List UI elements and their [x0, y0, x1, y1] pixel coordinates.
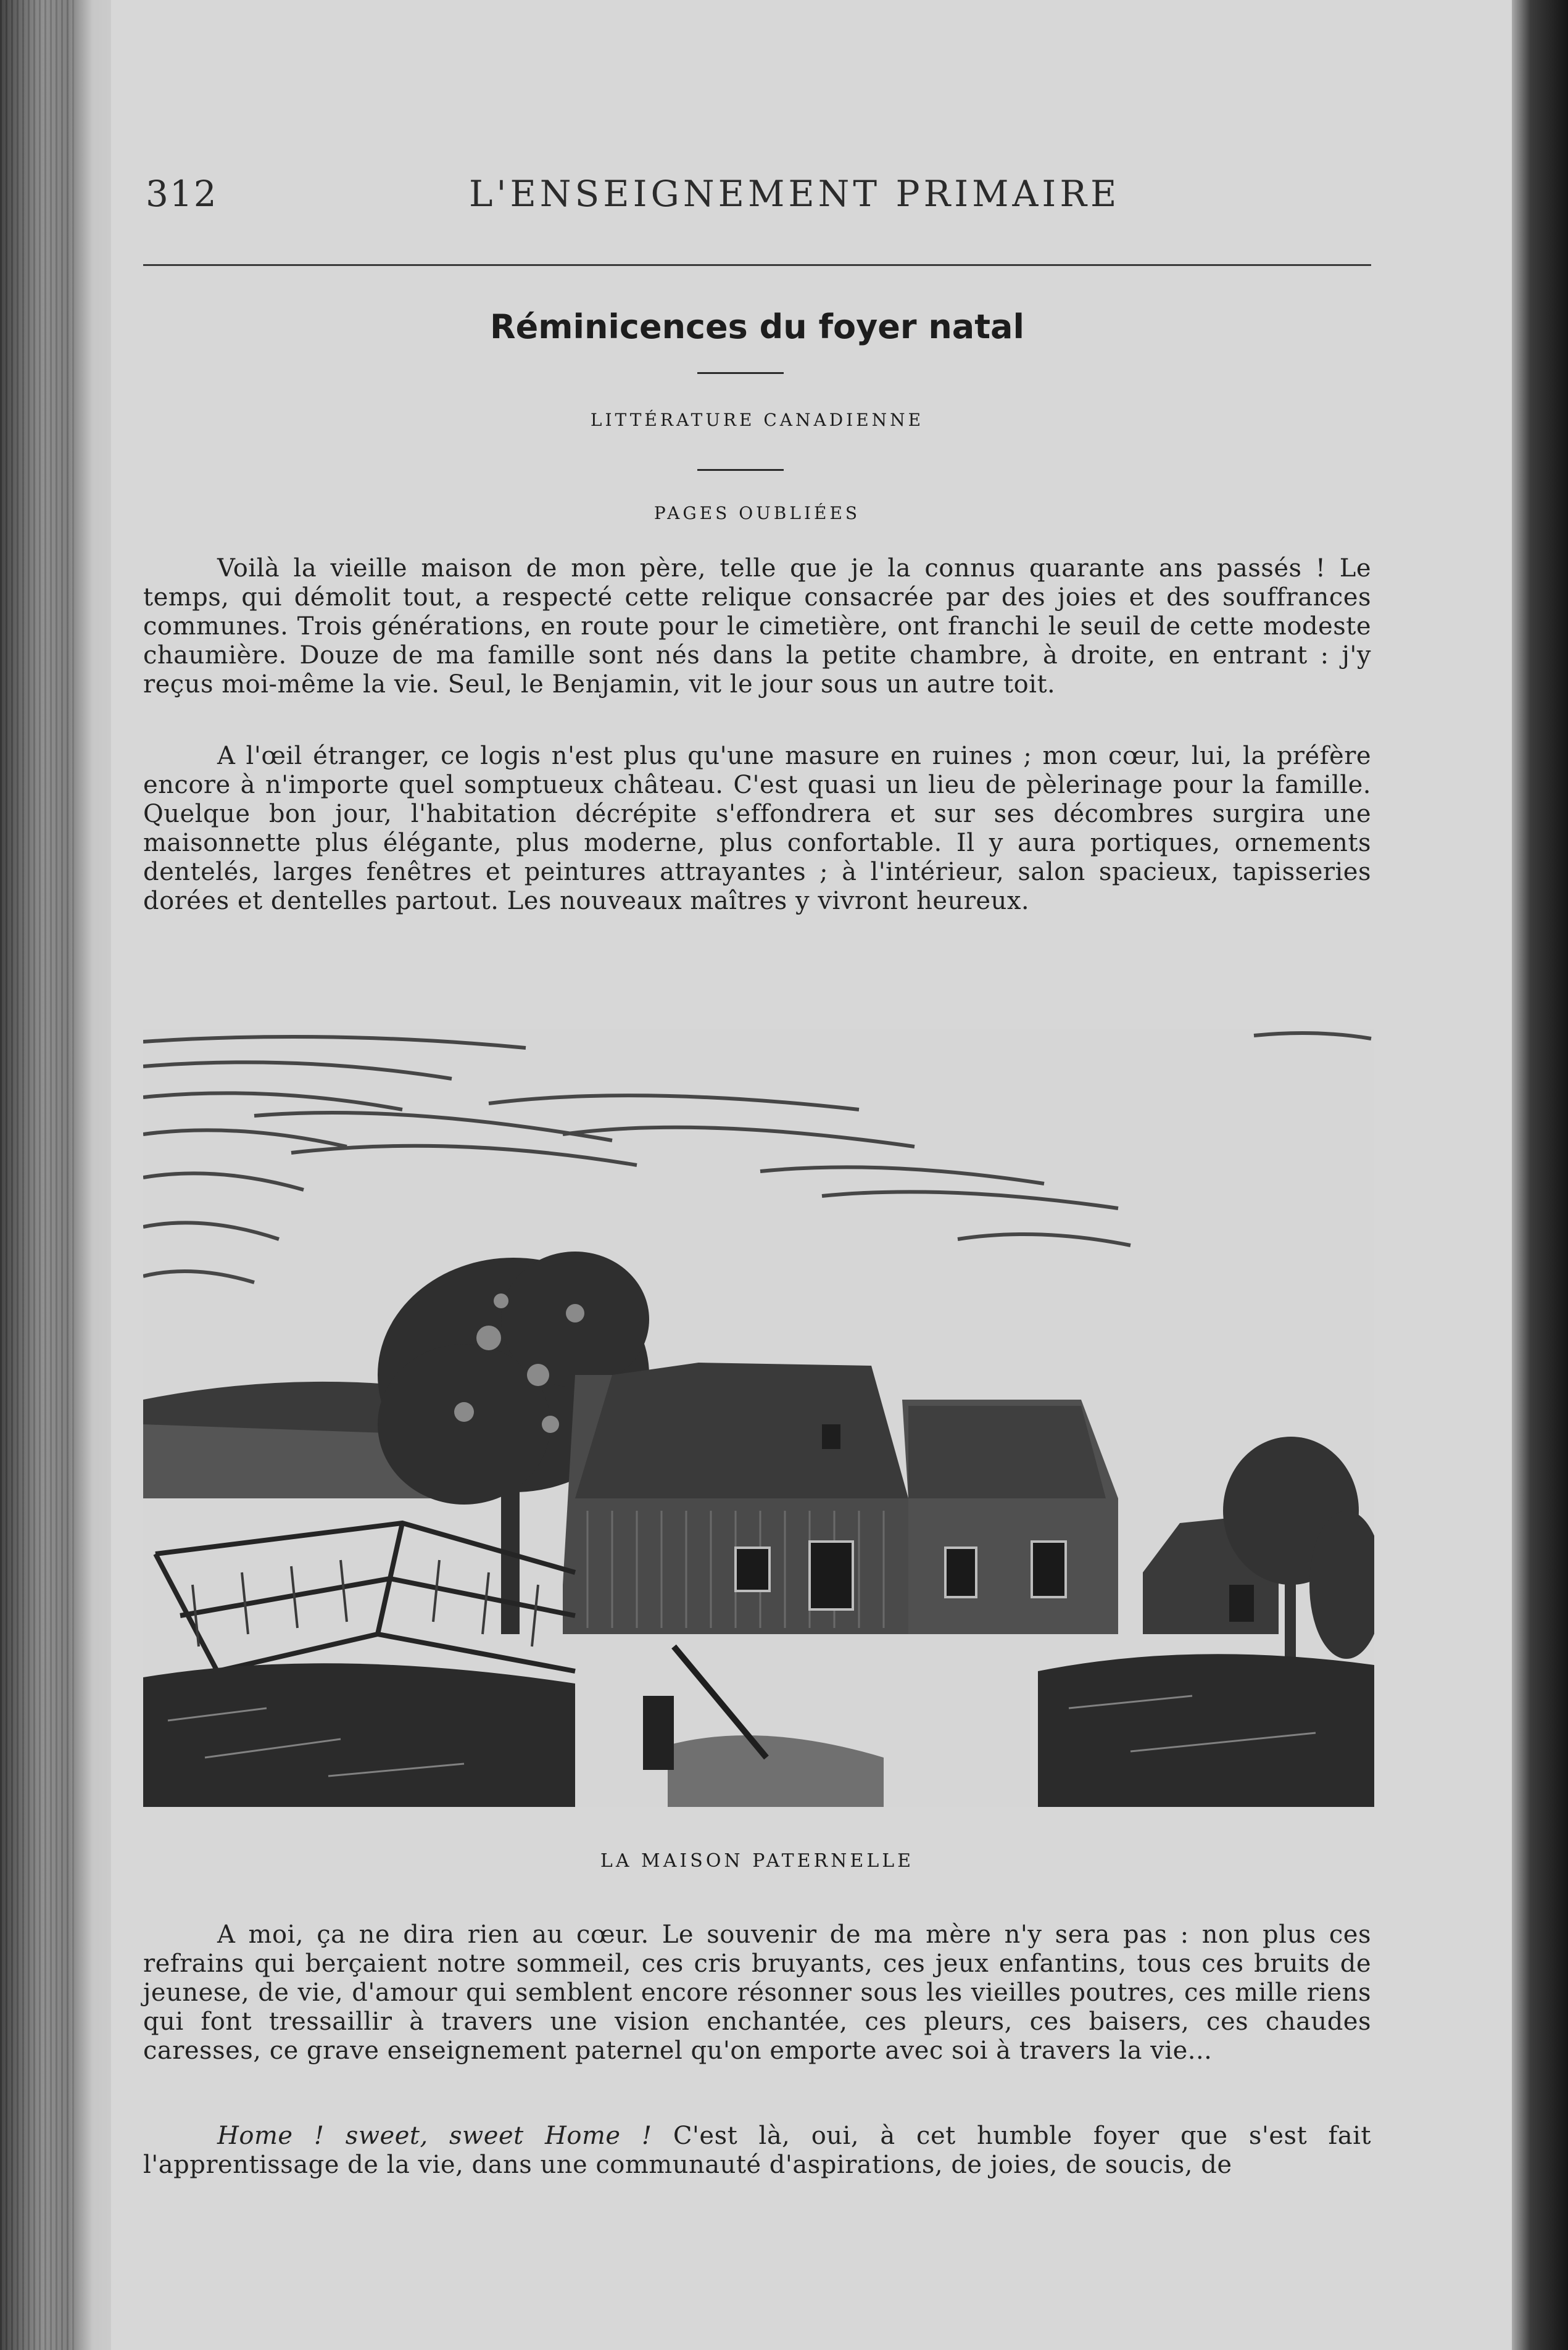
section-label: LITTÉRATURE CANADIENNE — [590, 410, 924, 430]
paragraph-2: A l'œil étranger, ce logis n'est plus qu'une masure en ruines ; mon cœur, lui, la préfère encore à n'importe quel somptueux château. C'est quasi un lieu de pèlerinage pour la famille. Quelque bon jour, l'habitation décrépite s'effondrera et sur ses décombres surgira une maisonnette plus élégante, plus moderne, plus confortable. Il y aura portiques, ornements dentelés, larges fenêtres et peintures attrayantes ; à l'intérieur, salon spacieux, tapisseries dorées et dentelles partout. Les nouveaux maîtres y vivront heureux. — [143, 742, 1371, 915]
title-divider — [697, 372, 784, 374]
illustration-caption: LA MAISON PATERNELLE — [600, 1850, 915, 1872]
article-title: Réminicences du foyer natal — [490, 307, 1024, 346]
italic-phrase: Home ! sweet, sweet Home ! — [217, 2122, 652, 2150]
header-rule — [143, 264, 1371, 266]
subsection-label: PAGES OUBLIÉES — [653, 503, 861, 523]
paragraph-1: Voilà la vieille maison de mon père, telle que je la connus quarante ans passés ! Le temps, qui démolit tout, a respecté cette relique consacrée par des joies et des souffrances communes. Trois générations, en route pour le cimetière, ont franchi le seuil de cette modeste chaumière. Douze de ma famille sont nés dans la petite chambre, à droite, en entrant : j'y reçus moi-même la vie. Seul, le Benjamin, vit le jour sous un autre toit. — [143, 554, 1371, 699]
house-engraving-illustration — [143, 1029, 1374, 1807]
running-header-title: L'ENSEIGNEMENT PRIMAIRE — [469, 173, 1121, 215]
paragraph-4 — [143, 2122, 1371, 2180]
paragraph-4-text: C'est là, oui, à cet humble foyer que s'est fait l'apprentissage de la vie, dans une communauté d'aspirations, de joies, de soucis, de — [143, 2122, 1371, 2179]
paragraph-3: A moi, ça ne dira rien au cœur. Le souvenir de ma mère n'y sera pas : non plus ces refrains qui berçaient notre sommeil, ces cris bruyants, ces jeux enfantins, tous ces bruits de jeunese, de vie, d'amour qui semblent encore résonner sous les vieilles poutres, ces mille riens qui font tressaillir à travers une vision enchantée, ces pleurs, ces baisers, ces chaudes caresses, ce grave enseignement paternel qu'on emporte avec soi à travers la vie... — [143, 1920, 1371, 2065]
book-binding-edge — [0, 0, 74, 2350]
page-number: 312 — [146, 173, 218, 215]
section-divider — [697, 469, 784, 471]
